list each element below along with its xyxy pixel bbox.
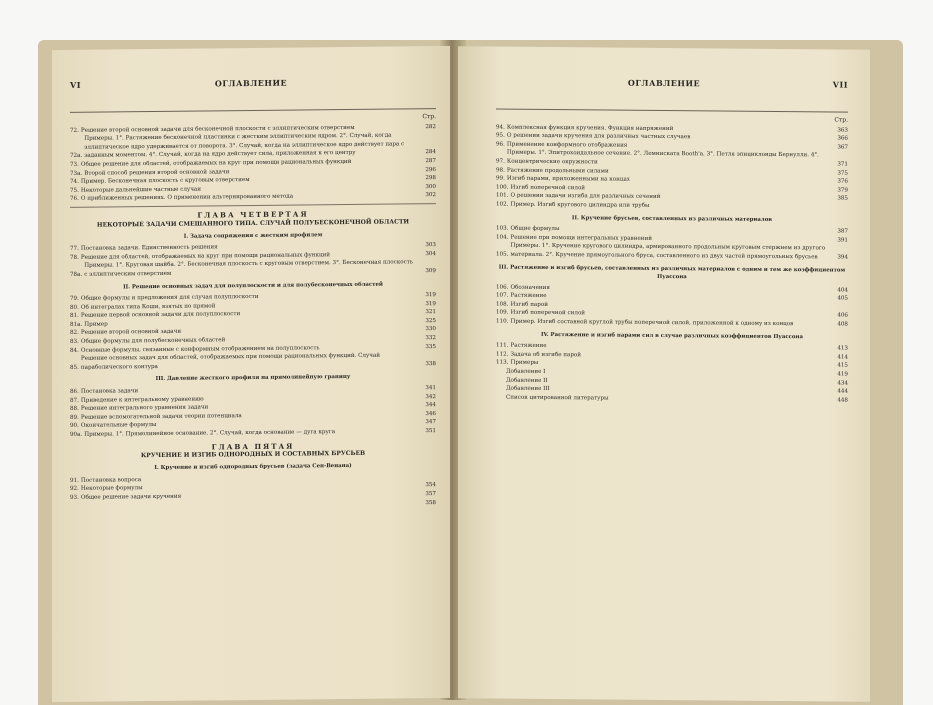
entry-page: 332 bbox=[414, 334, 436, 343]
entry-number: 88. bbox=[70, 405, 79, 414]
entry-page: 321 bbox=[414, 308, 436, 317]
entry-number: 81. bbox=[70, 312, 79, 321]
entry-page: 335 bbox=[414, 343, 436, 352]
toc-entry bbox=[496, 200, 848, 212]
entry-title: Общие формулы bbox=[510, 225, 826, 236]
entry-title: Комплексная функция кручения. Функция напряжений bbox=[507, 123, 826, 134]
entry-title: Примеры. 1°. Эпитрохоидальное сечение. 2°. Лемниската Booth'а. 3°. Петля эпициклоиды Бернулли. 4°. Концентрические окружности bbox=[507, 149, 826, 169]
entry-page: 287 bbox=[414, 157, 436, 166]
entry-title: О решении задачи кручения для различных частных случаев bbox=[507, 132, 826, 143]
left-page bbox=[52, 46, 450, 702]
entry-title: Пример. Изгиб составной круглой трубы поперечной силой, приложенной к одному из концов bbox=[510, 318, 826, 329]
entry-number: 95. bbox=[496, 132, 505, 141]
entry-number: 111. bbox=[496, 342, 508, 351]
entry-title: Некоторые формулы bbox=[81, 482, 414, 494]
entry-number: 107. bbox=[496, 292, 508, 301]
entry-number: 92. bbox=[70, 485, 79, 494]
section-heading: III. Растяжение и изгиб брусьев, составленных из различных материалов с одним и тем же коэффициентом Пуассона bbox=[496, 263, 848, 283]
entry-title: Добавление III bbox=[498, 385, 826, 396]
entry-page: 309 bbox=[414, 267, 436, 276]
entry-page: 376 bbox=[826, 178, 848, 187]
entry-title: Об интегралах типа Коши, взятых по прямой bbox=[81, 300, 414, 312]
entry-page: 391 bbox=[826, 236, 848, 245]
entry-title: Растяжение продольными силами bbox=[507, 166, 826, 177]
entry-number: 108. bbox=[496, 300, 508, 309]
entry-title: Пример. Изгиб кругового цилиндра или трубы bbox=[510, 201, 826, 212]
entry-title: Растяжение bbox=[510, 292, 826, 303]
entry-page: 319 bbox=[414, 300, 436, 309]
entry-page: 385 bbox=[826, 195, 848, 204]
entry-title: Задача об изгибе парой bbox=[510, 351, 826, 362]
entry-title: Добавление I bbox=[498, 368, 826, 379]
entry-number: 90. bbox=[70, 422, 79, 431]
entry-number: 72а. bbox=[70, 152, 82, 161]
entry-title: Решение при помощи интегральных уравнений bbox=[510, 233, 826, 244]
toc-list bbox=[496, 342, 848, 405]
entry-page: 344 bbox=[414, 401, 436, 410]
entry-number: 86. bbox=[70, 388, 79, 397]
entry-title: Общие формулы для полубесконечных областей bbox=[81, 334, 414, 346]
entry-page: 415 bbox=[826, 362, 848, 371]
toc-entry bbox=[70, 258, 436, 279]
entry-title: Некоторые дальнейшие частные случаи bbox=[81, 183, 414, 195]
page-number: VI bbox=[70, 80, 81, 90]
entry-page: 357 bbox=[414, 490, 436, 499]
entry-title: Решение второй основной задачи bbox=[81, 326, 414, 338]
section-heading: IV. Растяжение и изгиб парами сил в случае различных коэффициентов Пуассона bbox=[496, 330, 848, 342]
entry-page: 366 bbox=[826, 135, 848, 144]
entry-number: 89. bbox=[70, 414, 79, 423]
entry-number: 76. bbox=[70, 195, 79, 204]
entry-number: 100. bbox=[496, 183, 508, 192]
toc-list bbox=[70, 241, 436, 279]
entry-title: Постановка задачи. Единственность решения bbox=[81, 241, 414, 253]
entry-number: 82. bbox=[70, 329, 79, 338]
entry-title: Общие формулы и предложения для случая полуплоскости bbox=[81, 291, 414, 303]
entry-page: 448 bbox=[826, 396, 848, 405]
entry-number: 74. bbox=[70, 178, 79, 187]
entry-page: 379 bbox=[826, 186, 848, 195]
left-toc bbox=[70, 106, 436, 511]
entry-page: 404 bbox=[826, 286, 848, 295]
section-heading: III. Давление жесткого профиля на прямолинейную границу bbox=[70, 373, 436, 385]
toc-list bbox=[70, 473, 436, 511]
header-title: ОГЛАВЛЕНИЕ bbox=[458, 76, 870, 90]
entry-page: 405 bbox=[826, 295, 848, 304]
entry-page: 304 bbox=[414, 250, 436, 259]
entry-page: 351 bbox=[414, 427, 436, 436]
right-page-header bbox=[458, 76, 870, 80]
toc-entry bbox=[70, 131, 436, 161]
entry-title: Общее решение для областей, отображаемых на круг при помощи рациональных функций bbox=[81, 157, 414, 169]
entry-page: 406 bbox=[826, 312, 848, 321]
section-heading: I. Задача сопряжения с жестким профилем bbox=[70, 230, 436, 242]
entry-number: 96. bbox=[496, 140, 505, 149]
entry-number: 72. bbox=[70, 126, 79, 135]
left-page-header bbox=[52, 76, 450, 80]
entry-title: Примеры. 1°. Прямолинейное основание. 2°. Случай, когда основание — дуга круга bbox=[84, 427, 414, 439]
entry-page: 414 bbox=[826, 353, 848, 362]
right-toc bbox=[496, 107, 848, 405]
entry-page: 341 bbox=[414, 384, 436, 393]
entry-title: Примеры. 1°. Кручение кругового цилиндра, армированного продольным круговым стержнем из другого материала. 2°. Кручение прямоугольного бруса, составленного из двух частей прямоугольных брусьев bbox=[510, 242, 826, 262]
entry-page: 282 bbox=[414, 123, 436, 132]
entry-title: Решение вспомогательной задачи теории потенциала bbox=[81, 410, 414, 422]
toc-list bbox=[70, 384, 436, 439]
entry-title: Решение для областей, отображаемых на круг при помощи рациональных функций bbox=[81, 250, 414, 262]
entry-page: 413 bbox=[826, 345, 848, 354]
entry-number: 84. bbox=[70, 346, 79, 355]
entry-number: 104. bbox=[496, 233, 508, 242]
section-heading: II. Кручение брусьев, составленных из различных материалов bbox=[496, 213, 848, 225]
entry-title: Постановка вопроса bbox=[81, 473, 414, 485]
entry-page: 434 bbox=[826, 379, 848, 388]
toc-entry bbox=[496, 242, 848, 262]
entry-title: Примеры. 1°. Круговая шайба. 2°. Бесконечная плоскость с круговым отверстием. 3°. Бесконечная плоскость с эллиптическим отверстием bbox=[84, 259, 414, 280]
entry-number: 112. bbox=[496, 350, 508, 359]
page-column-label: Стр. bbox=[70, 113, 436, 125]
entry-number: 87. bbox=[70, 396, 79, 405]
toc-list bbox=[496, 283, 848, 329]
entry-title: Добавление II bbox=[498, 376, 826, 387]
entry-title: Изгиб поперечной силой bbox=[510, 309, 826, 320]
entry-title: Примеры bbox=[510, 359, 826, 370]
entry-page: 303 bbox=[414, 241, 436, 250]
entry-number: 106. bbox=[496, 283, 508, 292]
entry-number: 93. bbox=[70, 494, 79, 503]
entry-title: Решение основных задач для областей, отображаемых при помощи рациональных функций. Случай параболического контура bbox=[81, 352, 414, 373]
toc-entry bbox=[70, 351, 436, 372]
entry-page: 300 bbox=[414, 183, 436, 192]
entry-title: Решение интегрального уравнения задачи bbox=[81, 402, 414, 414]
entry-number: 73. bbox=[70, 161, 79, 170]
entry-number: 101. bbox=[496, 192, 508, 201]
entry-title: Пример. Бесконечная плоскость с круговым отверстием bbox=[81, 174, 414, 186]
toc-list bbox=[496, 225, 848, 262]
entry-number: 75. bbox=[70, 187, 79, 196]
entry-title: Применение конформного отображения bbox=[507, 140, 826, 151]
chapter-title: КРУЧЕНИЕ И ИЗГИБ ОДНОРОДНЫХ И СОСТАВНЫХ БРУСЬЕВ bbox=[70, 449, 436, 461]
entry-number: 90а. bbox=[70, 431, 82, 440]
entry-number: 78. bbox=[70, 254, 79, 263]
toc-list bbox=[70, 291, 436, 372]
header-title: ОГЛАВЛЕНИЕ bbox=[52, 76, 450, 90]
entry-number: 80. bbox=[70, 303, 79, 312]
entry-number: 94. bbox=[496, 123, 505, 132]
entry-number: 73а. bbox=[70, 169, 82, 178]
entry-title: Изгиб парами, приложенными на концах bbox=[507, 175, 826, 186]
entry-number: 79. bbox=[70, 295, 79, 304]
entry-title: Окончательные формулы bbox=[81, 419, 414, 431]
entry-page: 284 bbox=[414, 148, 436, 157]
entry-page: 338 bbox=[414, 360, 436, 369]
entry-page: 358 bbox=[414, 499, 436, 508]
chapter-heading: ГЛАВА ЧЕТВЕРТАЯ bbox=[70, 209, 436, 221]
entry-page: 375 bbox=[826, 169, 848, 178]
entry-page: 354 bbox=[414, 481, 436, 490]
entry-title: Список цитированной литературы bbox=[498, 393, 826, 404]
section-heading: I. Кручение и изгиб однородных брусьев (задача Сен-Венана) bbox=[70, 461, 436, 473]
entry-number: 110. bbox=[496, 318, 508, 327]
entry-page: 371 bbox=[826, 160, 848, 169]
entry-page: 325 bbox=[414, 317, 436, 326]
entry-number: 98. bbox=[496, 166, 505, 175]
entry-number: 77. bbox=[70, 245, 79, 254]
entry-number: 113. bbox=[496, 359, 508, 368]
entry-page: 394 bbox=[826, 253, 848, 262]
entry-page: 330 bbox=[414, 326, 436, 335]
entry-title: Решение первой основной задачи для полуплоскости bbox=[81, 309, 414, 321]
entry-title: Обозначения bbox=[510, 283, 826, 294]
entry-number: 85. bbox=[70, 364, 79, 373]
page-number: VII bbox=[833, 79, 848, 89]
entry-title: Примеры. 1°. Растяжение бесконечной пластинки с жестким эллиптическим ядром. 2°. Случай, когда эллиптическое ядро удерживается от поворота. 3°. Случай, когда на эллиптическое ядро действует пара с заданным моментом. 4°. Случай, когда на ядро действует сила, приложенная к его центру bbox=[84, 131, 414, 160]
page-column-label: Стр. bbox=[496, 114, 848, 126]
entry-page: 408 bbox=[826, 320, 848, 329]
entry-number: 81а. bbox=[70, 321, 82, 330]
section-heading: II. Решение основных задач для полуплоскости и для полубесконечных областей bbox=[70, 280, 436, 292]
entry-page: 319 bbox=[414, 291, 436, 300]
entry-title: Изгиб парой bbox=[510, 301, 826, 312]
entry-title: Решение второй основной задачи для бесконечной плоскости с эллиптическим отверстием bbox=[81, 123, 414, 135]
entry-title bbox=[72, 507, 414, 511]
entry-page: 298 bbox=[414, 174, 436, 183]
entry-page: 347 bbox=[414, 418, 436, 427]
entry-number: 99. bbox=[496, 175, 505, 184]
entry-page: 363 bbox=[826, 126, 848, 135]
entry-number: 91. bbox=[70, 477, 79, 486]
entry-number: 97. bbox=[496, 158, 505, 167]
toc-entry bbox=[496, 318, 848, 330]
entry-page: 367 bbox=[826, 143, 848, 152]
entry-number: 105. bbox=[496, 250, 508, 259]
entry-page: 296 bbox=[414, 166, 436, 175]
entry-title: Общее решение задачи кручения bbox=[81, 490, 414, 502]
entry-title: Пример bbox=[84, 317, 414, 329]
right-page bbox=[458, 46, 870, 702]
entry-page: 302 bbox=[414, 191, 436, 200]
entry-page: 346 bbox=[414, 410, 436, 419]
entry-title: О приближенных решениях. О применении альтернированного метода bbox=[81, 192, 414, 204]
entry-page: 387 bbox=[826, 228, 848, 237]
entry-page: 419 bbox=[826, 370, 848, 379]
entry-title: Изгиб поперечной силой bbox=[510, 183, 826, 194]
toc-list bbox=[496, 123, 848, 212]
entry-number: 109. bbox=[496, 309, 508, 318]
entry-title: Основные формулы, связанные с конформным отображением на полуплоскость bbox=[81, 343, 414, 355]
chapter-title: НЕКОТОРЫЕ ЗАДАЧИ СМЕШАННОГО ТИПА. СЛУЧАЙ ПОЛУБЕСКОНЕЧНОЙ ОБЛАСТИ bbox=[70, 218, 436, 230]
entry-number: 83. bbox=[70, 338, 79, 347]
entry-title: О решении задачи изгиба для различных сечений bbox=[510, 192, 826, 203]
entry-number: 78а. bbox=[70, 271, 82, 280]
entry-page: 444 bbox=[826, 388, 848, 397]
entry-title: Второй способ решения второй основной задачи bbox=[84, 166, 414, 178]
entry-page: 342 bbox=[414, 393, 436, 402]
entry-title: Приведение к интегральному уравнению bbox=[81, 393, 414, 405]
toc-entry bbox=[496, 393, 848, 405]
entry-title: Растяжение bbox=[510, 342, 826, 353]
entry-title: Постановка задачи bbox=[81, 384, 414, 396]
toc-list bbox=[70, 123, 436, 204]
entry-number: 102. bbox=[496, 200, 508, 209]
entry-number: 103. bbox=[496, 225, 508, 234]
chapter-heading: ГЛАВА ПЯТАЯ bbox=[70, 441, 436, 453]
